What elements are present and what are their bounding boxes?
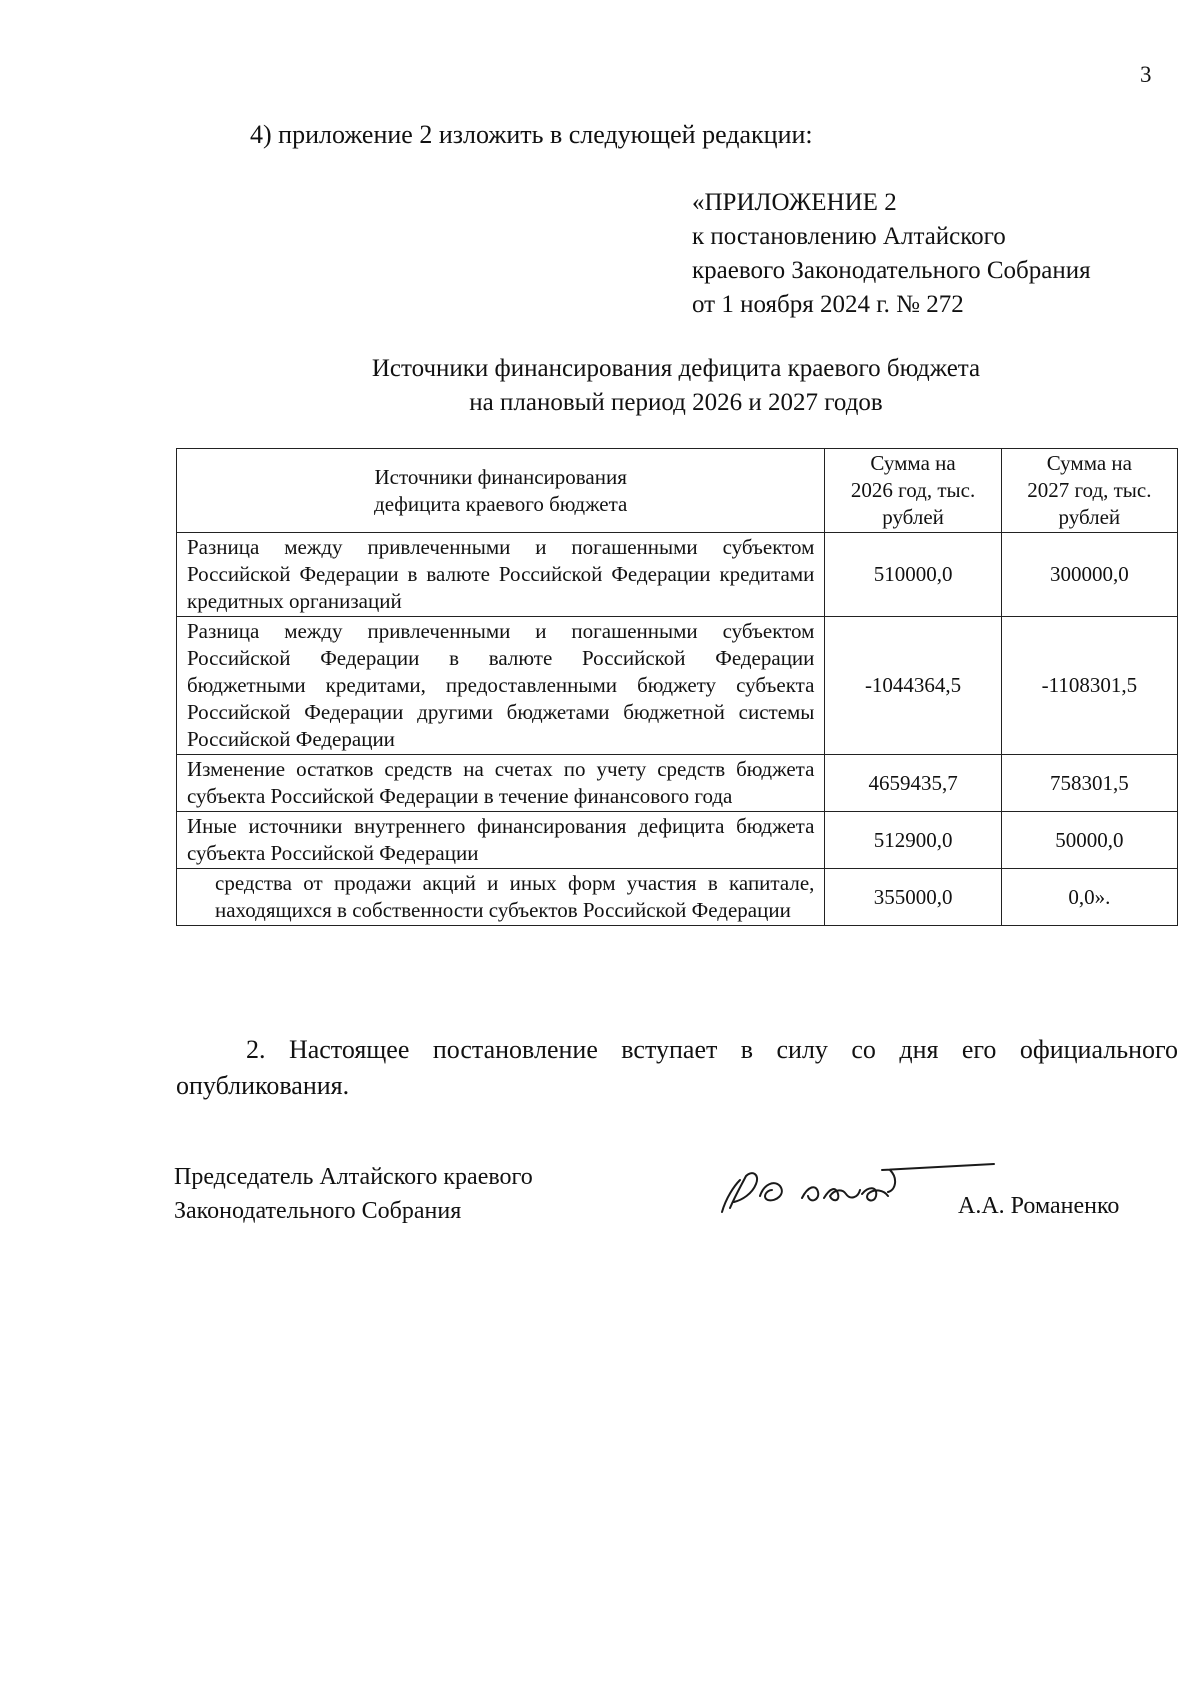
row-sum-2027: 300000,0 xyxy=(1001,533,1177,617)
row-sum-2027: -1108301,5 xyxy=(1001,617,1177,755)
table-row xyxy=(177,869,1178,926)
signer-position-line-2: Законодательного Собрания xyxy=(174,1198,462,1224)
page-number: 3 xyxy=(1140,62,1152,87)
table-title-line-1: Источники финансирования дефицита краевого бюджета xyxy=(371,355,981,382)
row-source: средства от продажи акций и иных форм участия в капитале, находящихся в собственности субъектов Российской Федерации xyxy=(177,869,825,926)
appendix-line-2: к постановлению Алтайского xyxy=(692,223,1006,250)
table-row xyxy=(177,812,1178,869)
header-sum-2027: Сумма на 2027 год, тыс. рублей xyxy=(1001,449,1177,533)
appendix-header xyxy=(692,186,1091,322)
appendix-line-3: краевого Законодательного Собрания xyxy=(692,257,1091,284)
row-sum-2026: 510000,0 xyxy=(825,533,1001,617)
row-source: Иные источники внутреннего финансирования дефицита бюджета субъекта Российской Федерации xyxy=(177,812,825,869)
signer-name: А.А. Романенко xyxy=(958,1193,1120,1219)
header-sum-2026: Сумма на 2026 год, тыс. рублей xyxy=(825,449,1001,533)
row-sum-2027: 50000,0 xyxy=(1001,812,1177,869)
row-sum-2026: -1044364,5 xyxy=(825,617,1001,755)
row-sum-2027: 0,0». xyxy=(1001,869,1177,926)
table-row xyxy=(177,755,1178,812)
row-source: Разница между привлеченными и погашенными субъектом Российской Федерации в валюте Российской Федерации кредитами кредитных организаций xyxy=(177,533,825,617)
table-header-row xyxy=(177,449,1178,533)
row-sum-2027: 758301,5 xyxy=(1001,755,1177,812)
appendix-line-1: «ПРИЛОЖЕНИЕ 2 xyxy=(692,189,897,216)
appendix-line-4: от 1 ноября 2024 г. № 272 xyxy=(692,291,964,318)
table-row xyxy=(177,533,1178,617)
table-title xyxy=(174,352,1178,420)
row-source: Разница между привлеченными и погашенными субъектом Российской Федерации в валюте Российской Федерации бюджетными кредитами, предоставленными бюджету субъекта Российской Федерации другими бюджетами бюджетной системы Российской Федерации xyxy=(177,617,825,755)
signer-position xyxy=(174,1160,533,1228)
row-source: Изменение остатков средств на счетах по учету средств бюджета субъекта Российской Федерации в течение финансового года xyxy=(177,755,825,812)
row-sum-2026: 512900,0 xyxy=(825,812,1001,869)
header-source: Источники финансирования дефицита краевого бюджета xyxy=(177,449,825,533)
table-row xyxy=(177,617,1178,755)
row-sum-2026: 355000,0 xyxy=(825,869,1001,926)
signer-position-line-1: Председатель Алтайского краевого xyxy=(174,1164,533,1190)
table-title-line-2: на плановый период 2026 и 2027 годов xyxy=(469,389,883,416)
paragraph-2: 2. Настоящее постановление вступает в силу со дня его официального опубликования. xyxy=(176,1035,1178,1100)
row-sum-2026: 4659435,7 xyxy=(825,755,1001,812)
amendment-item-4: 4) приложение 2 изложить в следующей редакции: xyxy=(250,120,813,149)
budget-sources-table xyxy=(176,448,1178,926)
